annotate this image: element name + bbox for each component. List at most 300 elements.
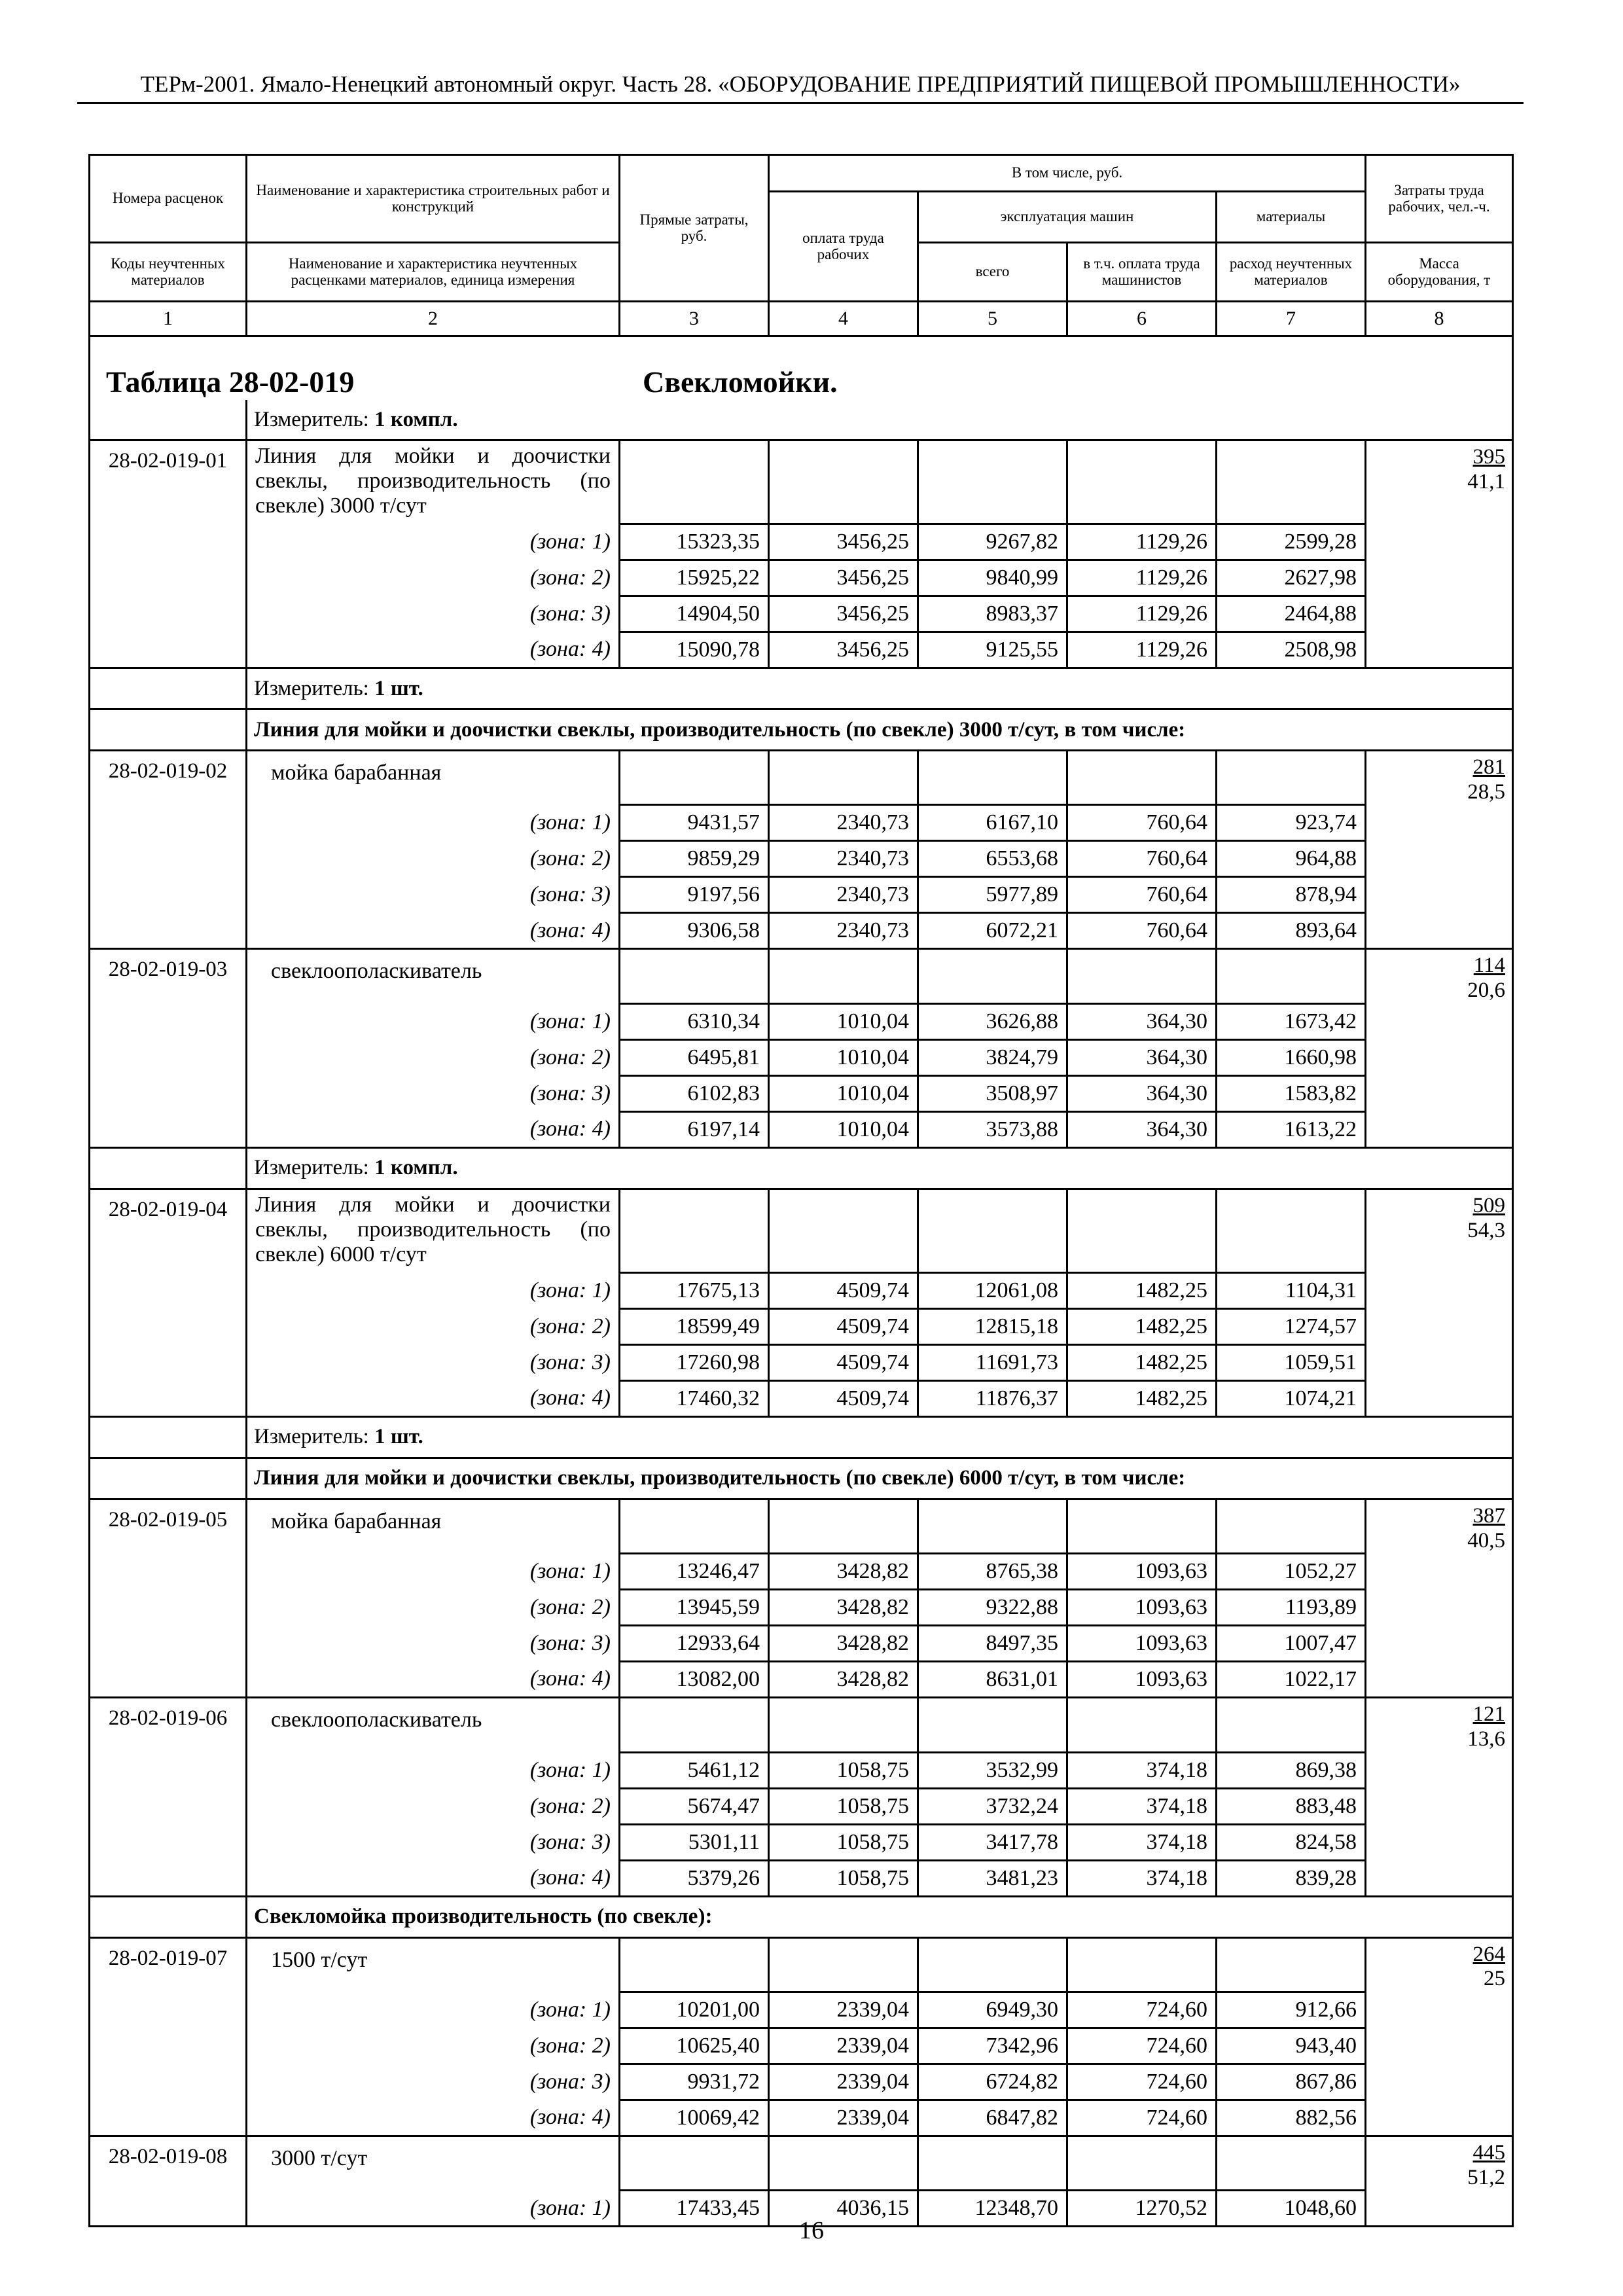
zone-code-blank — [90, 1824, 247, 1860]
meter-code-cell — [90, 400, 247, 440]
direct-cost: 17675,13 — [620, 1272, 769, 1308]
zone-code-blank — [90, 1344, 247, 1380]
empty-cell — [1067, 949, 1217, 1003]
zone-label: (зона: 4) — [247, 1662, 620, 1698]
zone-code-blank — [90, 1752, 247, 1788]
col-number: 7 — [1217, 302, 1366, 336]
zone-row — [90, 2028, 1513, 2064]
zone-label: (зона: 4) — [247, 632, 620, 668]
zone-code-blank — [90, 2100, 247, 2136]
zone-row — [90, 1992, 1513, 2028]
machinist-pay: 1093,63 — [1067, 1626, 1217, 1662]
zone-label: (зона: 3) — [247, 2064, 620, 2100]
labor-cost: 509 — [1472, 1193, 1506, 1217]
machinist-pay: 1482,25 — [1067, 1272, 1217, 1308]
labor-mass-cell — [1366, 440, 1513, 524]
labor-pay: 3428,82 — [769, 1662, 918, 1698]
machinist-pay: 724,60 — [1067, 2028, 1217, 2064]
labor-pay: 2340,73 — [769, 913, 918, 949]
zone-row — [90, 1824, 1513, 1860]
machine-cost: 8983,37 — [918, 596, 1067, 632]
rate-row — [90, 1937, 1513, 1992]
zone-row — [90, 1272, 1513, 1308]
subheading-text: Линия для мойки и доочистки свеклы, производительность (по свекле) 3000 т/сут, в том числе: — [247, 709, 1513, 751]
zone-labor-blank — [1366, 841, 1513, 877]
zone-row — [90, 1111, 1513, 1147]
machine-cost: 11691,73 — [918, 1344, 1067, 1380]
rate-row — [90, 751, 1513, 805]
labor-pay-header: оплата труда рабочих — [769, 192, 918, 302]
rate-code: 28-02-019-06 — [90, 1698, 247, 1752]
zone-labor-blank — [1366, 1992, 1513, 2028]
meter-value: 1 шт. — [374, 676, 423, 700]
machinist-pay: 374,18 — [1067, 1752, 1217, 1788]
total-header: всего — [918, 243, 1067, 302]
meter-cell — [247, 668, 1513, 709]
direct-cost: 6102,83 — [620, 1075, 769, 1111]
machine-cost: 3532,99 — [918, 1752, 1067, 1788]
zone-code-blank — [90, 1308, 247, 1344]
zone-row — [90, 1308, 1513, 1344]
empty-cell — [620, 1698, 769, 1752]
materials-cost: 1052,27 — [1217, 1554, 1366, 1590]
zone-label: (зона: 2) — [247, 560, 620, 596]
labor-pay: 1010,04 — [769, 1003, 918, 1039]
labor-mass-cell — [1366, 2136, 1513, 2190]
zone-label: (зона: 3) — [247, 1344, 620, 1380]
direct-cost: 5461,12 — [620, 1752, 769, 1788]
empty-cell — [918, 2136, 1067, 2190]
machine-cost: 9840,99 — [918, 560, 1067, 596]
col-number: 1 — [90, 302, 247, 336]
labor-pay: 3428,82 — [769, 1590, 918, 1626]
labor-cost: 395 — [1472, 445, 1506, 469]
zone-row — [90, 841, 1513, 877]
machine-cost: 8765,38 — [918, 1554, 1067, 1590]
direct-cost: 15925,22 — [620, 560, 769, 596]
zone-labor-blank — [1366, 1824, 1513, 1860]
materials-cost: 1274,57 — [1217, 1308, 1366, 1344]
machine-cost: 12061,08 — [918, 1272, 1067, 1308]
empty-cell — [1067, 2136, 1217, 2190]
page-number: 16 — [799, 2217, 824, 2244]
machinist-pay: 1482,25 — [1067, 1308, 1217, 1344]
col1-header-bottom: Коды неучтенных материалов — [90, 243, 247, 302]
materials-cost: 1074,21 — [1217, 1380, 1366, 1416]
rates-table — [88, 154, 1514, 2227]
zone-row — [90, 913, 1513, 949]
empty-cell — [620, 1189, 769, 1272]
machine-cost: 6072,21 — [918, 913, 1067, 949]
direct-cost: 18599,49 — [620, 1308, 769, 1344]
col-number: 4 — [769, 302, 918, 336]
materials-cost: 2508,98 — [1217, 632, 1366, 668]
meter-value: 1 компл. — [374, 1156, 458, 1180]
zone-label: (зона: 2) — [247, 1308, 620, 1344]
labor-cost: 281 — [1472, 755, 1506, 779]
rate-code: 28-02-019-08 — [90, 2136, 247, 2190]
machinist-pay: 1129,26 — [1067, 524, 1217, 560]
col2-header-top: Наименование и характеристика строительных работ и конструкций — [247, 155, 620, 243]
machine-cost: 3508,97 — [918, 1075, 1067, 1111]
direct-cost: 15323,35 — [620, 524, 769, 560]
zone-code-blank — [90, 2028, 247, 2064]
zone-labor-blank — [1366, 1272, 1513, 1308]
materials-cost: 2627,98 — [1217, 560, 1366, 596]
subheading-text: Линия для мойки и доочистки свеклы, производительность (по свекле) 6000 т/сут, в том числе: — [247, 1458, 1513, 1499]
machinist-pay: 374,18 — [1067, 1824, 1217, 1860]
col-number: 2 — [247, 302, 620, 336]
col1-header-top: Номера расценок — [90, 155, 247, 243]
zone-labor-blank — [1366, 632, 1513, 668]
zone-labor-blank — [1366, 1752, 1513, 1788]
direct-cost: 5301,11 — [620, 1824, 769, 1860]
subheading-text: Свекломойка производительность (по свекле): — [247, 1896, 1513, 1937]
labor-pay: 1058,75 — [769, 1788, 918, 1824]
empty-cell — [769, 1189, 918, 1272]
subheading-code-cell — [90, 709, 247, 751]
zone-label: (зона: 1) — [247, 1272, 620, 1308]
zone-labor-blank — [1366, 1344, 1513, 1380]
table-name: Свекломойки. — [643, 365, 838, 399]
empty-cell — [1217, 1698, 1366, 1752]
meter-row — [90, 400, 1513, 440]
empty-cell — [918, 1499, 1067, 1553]
empty-cell — [918, 751, 1067, 805]
machine-cost: 3573,88 — [918, 1111, 1067, 1147]
machinist-pay: 374,18 — [1067, 1860, 1217, 1896]
empty-cell — [1217, 751, 1366, 805]
meter-code-cell — [90, 1147, 247, 1189]
labor-mass-cell — [1366, 751, 1513, 805]
empty-cell — [620, 440, 769, 524]
meter-label: Измеритель: — [254, 407, 369, 431]
labor-pay: 4509,74 — [769, 1380, 918, 1416]
materials-cost: 2464,88 — [1217, 596, 1366, 632]
rate-code: 28-02-019-05 — [90, 1499, 247, 1553]
rate-code: 28-02-019-02 — [90, 751, 247, 805]
zone-row — [90, 1788, 1513, 1824]
machinist-pay: 724,60 — [1067, 2064, 1217, 2100]
materials-cost: 824,58 — [1217, 1824, 1366, 1860]
zone-labor-blank — [1366, 596, 1513, 632]
empty-cell — [918, 1189, 1067, 1272]
zone-code-blank — [90, 1788, 247, 1824]
rate-code: 28-02-019-01 — [90, 440, 247, 524]
labor-pay: 3456,25 — [769, 596, 918, 632]
col2-header-bottom: Наименование и характеристика неучтенных расценками материалов, единица измерения — [247, 243, 620, 302]
empty-cell — [1067, 1189, 1217, 1272]
empty-cell — [918, 949, 1067, 1003]
equipment-mass: 51,2 — [1467, 2165, 1506, 2189]
zone-code-blank — [90, 1860, 247, 1896]
materials-cost: 1613,22 — [1217, 1111, 1366, 1147]
materials-cost: 882,56 — [1217, 2100, 1366, 2136]
machine-cost: 6724,82 — [918, 2064, 1067, 2100]
empty-cell — [1067, 1499, 1217, 1553]
zone-row — [90, 1752, 1513, 1788]
labor-cost: 445 — [1472, 2140, 1506, 2164]
empty-cell — [1067, 1698, 1217, 1752]
direct-cost: 5379,26 — [620, 1860, 769, 1896]
materials-cost: 1007,47 — [1217, 1626, 1366, 1662]
zone-labor-blank — [1366, 1662, 1513, 1698]
equipment-mass: 25 — [1484, 1967, 1506, 1991]
zone-code-blank — [90, 1075, 247, 1111]
zone-labor-blank — [1366, 1554, 1513, 1590]
zone-labor-blank — [1366, 1003, 1513, 1039]
labor-pay: 4509,74 — [769, 1344, 918, 1380]
rate-row — [90, 440, 1513, 524]
machinist-pay: 760,64 — [1067, 841, 1217, 877]
machine-cost: 12348,70 — [918, 2191, 1067, 2227]
labor-pay: 3456,25 — [769, 560, 918, 596]
zone-labor-blank — [1366, 524, 1513, 560]
machinist-pay: 364,30 — [1067, 1075, 1217, 1111]
labor-mass-cell — [1366, 1499, 1513, 1553]
machine-cost: 6167,10 — [918, 805, 1067, 841]
labor-pay: 1010,04 — [769, 1039, 918, 1075]
rate-description: 3000 т/сут — [247, 2136, 620, 2190]
meter-value: 1 компл. — [374, 407, 458, 431]
zone-label: (зона: 2) — [247, 1590, 620, 1626]
direct-cost: 9931,72 — [620, 2064, 769, 2100]
rate-description: свеклоополаскиватель — [247, 1698, 620, 1752]
zone-label: (зона: 1) — [247, 1003, 620, 1039]
labor-mass-cell — [1366, 949, 1513, 1003]
zone-labor-blank — [1366, 1626, 1513, 1662]
equipment-mass: 28,5 — [1467, 780, 1506, 804]
labor-pay: 2340,73 — [769, 877, 918, 913]
empty-cell — [1217, 440, 1366, 524]
machine-cost: 9322,88 — [918, 1590, 1067, 1626]
empty-cell — [1067, 1937, 1217, 1992]
rate-row — [90, 949, 1513, 1003]
machine-cost: 6949,30 — [918, 1992, 1067, 2028]
zone-labor-blank — [1366, 1039, 1513, 1075]
machinist-pay: 1093,63 — [1067, 1590, 1217, 1626]
direct-cost: 10625,40 — [620, 2028, 769, 2064]
materials-cost: 867,86 — [1217, 2064, 1366, 2100]
equipment-mass: 13,6 — [1467, 1727, 1506, 1751]
direct-cost: 6310,34 — [620, 1003, 769, 1039]
machinist-pay: 724,60 — [1067, 1992, 1217, 2028]
machinist-pay: 760,64 — [1067, 913, 1217, 949]
rate-code: 28-02-019-07 — [90, 1937, 247, 1992]
machinists-header: в т.ч. оплата труда машинистов — [1067, 243, 1217, 302]
zone-code-blank — [90, 1590, 247, 1626]
machines-header: эксплуатация машин — [918, 192, 1217, 243]
equipment-mass: 54,3 — [1467, 1218, 1506, 1242]
zone-code-blank — [90, 877, 247, 913]
materials-cost: 1104,31 — [1217, 1272, 1366, 1308]
subheading-code-cell — [90, 1896, 247, 1937]
zone-row — [90, 1380, 1513, 1416]
empty-cell — [769, 1499, 918, 1553]
meter-cell — [247, 1416, 1513, 1458]
empty-cell — [918, 1937, 1067, 1992]
materials-cost: 1022,17 — [1217, 1662, 1366, 1698]
zone-label: (зона: 2) — [247, 1039, 620, 1075]
empty-cell — [769, 2136, 918, 2190]
machine-cost: 3481,23 — [918, 1860, 1067, 1896]
materials-cost: 1059,51 — [1217, 1344, 1366, 1380]
direct-cost: 9197,56 — [620, 877, 769, 913]
materials-cost: 1673,42 — [1217, 1003, 1366, 1039]
labor-pay: 1010,04 — [769, 1075, 918, 1111]
machinist-pay: 1093,63 — [1067, 1662, 1217, 1698]
labor-pay: 1058,75 — [769, 1752, 918, 1788]
zone-labor-blank — [1366, 1788, 1513, 1824]
labor-pay: 2339,04 — [769, 2064, 918, 2100]
zone-label: (зона: 3) — [247, 1075, 620, 1111]
machinist-pay: 760,64 — [1067, 877, 1217, 913]
zone-labor-blank — [1366, 913, 1513, 949]
materials-cost: 2599,28 — [1217, 524, 1366, 560]
direct-cost: 13082,00 — [620, 1662, 769, 1698]
materials-cost: 878,94 — [1217, 877, 1366, 913]
machinist-pay: 1482,25 — [1067, 1344, 1217, 1380]
zone-row — [90, 1003, 1513, 1039]
zone-code-blank — [90, 1111, 247, 1147]
machine-cost: 11876,37 — [918, 1380, 1067, 1416]
machinist-pay: 364,30 — [1067, 1111, 1217, 1147]
labor-mass-cell — [1366, 1189, 1513, 1272]
labor-cost: 114 — [1473, 954, 1506, 978]
meter-label: Измеритель: — [254, 676, 369, 700]
zone-code-blank — [90, 1380, 247, 1416]
labor-pay: 1058,75 — [769, 1860, 918, 1896]
empty-cell — [620, 949, 769, 1003]
empty-cell — [769, 949, 918, 1003]
zone-code-blank — [90, 1992, 247, 2028]
machine-cost: 9125,55 — [918, 632, 1067, 668]
machinist-pay: 760,64 — [1067, 805, 1217, 841]
empty-cell — [1217, 1189, 1366, 1272]
direct-cost: 14904,50 — [620, 596, 769, 632]
labor-pay: 3428,82 — [769, 1554, 918, 1590]
rate-description: мойка барабанная — [247, 751, 620, 805]
machinist-pay: 1129,26 — [1067, 560, 1217, 596]
labor-cost: 121 — [1472, 1702, 1506, 1727]
col-number: 6 — [1067, 302, 1217, 336]
machinist-pay: 374,18 — [1067, 1788, 1217, 1824]
zone-labor-blank — [1366, 1860, 1513, 1896]
labor-cost: 264 — [1472, 1942, 1506, 1966]
col8-header-bottom: Масса оборудования, т — [1366, 243, 1513, 302]
direct-cost: 10069,42 — [620, 2100, 769, 2136]
rate-row — [90, 1499, 1513, 1553]
machinist-pay: 1482,25 — [1067, 1380, 1217, 1416]
labor-pay: 1010,04 — [769, 1111, 918, 1147]
zone-code-blank — [90, 596, 247, 632]
table-title: Таблица 28-02-019 — [106, 365, 355, 399]
meter-row — [90, 668, 1513, 709]
zone-labor-blank — [1366, 1075, 1513, 1111]
empty-cell — [620, 1499, 769, 1553]
zone-row — [90, 1554, 1513, 1590]
machinist-pay: 1129,26 — [1067, 632, 1217, 668]
materials-unaccounted-header: расход неучтенных материалов — [1217, 243, 1366, 302]
zone-labor-blank — [1366, 805, 1513, 841]
subheading-row — [90, 709, 1513, 751]
machinist-pay: 724,60 — [1067, 2100, 1217, 2136]
rate-description: мойка барабанная — [247, 1499, 620, 1553]
zone-row — [90, 1860, 1513, 1896]
zone-label: (зона: 4) — [247, 2100, 620, 2136]
zone-code-blank — [90, 1626, 247, 1662]
materials-cost: 943,40 — [1217, 2028, 1366, 2064]
materials-header: материалы — [1217, 192, 1366, 243]
direct-cost: 15090,78 — [620, 632, 769, 668]
zone-code-blank — [90, 1554, 247, 1590]
zone-labor-blank — [1366, 1590, 1513, 1626]
zone-code-blank — [90, 913, 247, 949]
machine-cost: 9267,82 — [918, 524, 1067, 560]
meter-code-cell — [90, 1416, 247, 1458]
zone-label: (зона: 3) — [247, 1626, 620, 1662]
empty-cell — [1067, 751, 1217, 805]
machine-cost: 8497,35 — [918, 1626, 1067, 1662]
labor-pay: 3456,25 — [769, 632, 918, 668]
zone-code-blank — [90, 560, 247, 596]
direct-cost: 13246,47 — [620, 1554, 769, 1590]
labor-pay: 2339,04 — [769, 2028, 918, 2064]
machinist-pay: 1093,63 — [1067, 1554, 1217, 1590]
meter-cell — [247, 400, 1513, 440]
meter-code-cell — [90, 668, 247, 709]
empty-cell — [620, 2136, 769, 2190]
machine-cost: 12815,18 — [918, 1308, 1067, 1344]
zone-label: (зона: 4) — [247, 1380, 620, 1416]
rate-description: 1500 т/сут — [247, 1937, 620, 1992]
machine-cost: 6847,82 — [918, 2100, 1067, 2136]
labor-pay: 4509,74 — [769, 1308, 918, 1344]
direct-cost: 5674,47 — [620, 1788, 769, 1824]
empty-cell — [1067, 440, 1217, 524]
col-number: 5 — [918, 302, 1067, 336]
direct-cost: 9431,57 — [620, 805, 769, 841]
empty-cell — [620, 751, 769, 805]
labor-mass-cell — [1366, 1937, 1513, 1992]
zone-code-blank — [90, 1003, 247, 1039]
meter-cell — [247, 1147, 1513, 1189]
empty-cell — [1217, 1499, 1366, 1553]
table-title-cell — [90, 336, 1513, 401]
labor-pay: 2339,04 — [769, 1992, 918, 2028]
zone-label: (зона: 2) — [247, 1788, 620, 1824]
direct-cost: 17260,98 — [620, 1344, 769, 1380]
labor-pay: 2340,73 — [769, 805, 918, 841]
meter-value: 1 шт. — [374, 1425, 423, 1449]
materials-cost: 839,28 — [1217, 1860, 1366, 1896]
zone-label: (зона: 4) — [247, 1111, 620, 1147]
machinist-pay: 364,30 — [1067, 1003, 1217, 1039]
zone-labor-blank — [1366, 560, 1513, 596]
zone-label: (зона: 4) — [247, 1860, 620, 1896]
zone-row — [90, 560, 1513, 596]
zone-labor-blank — [1366, 1380, 1513, 1416]
zone-labor-blank — [1366, 1111, 1513, 1147]
materials-cost: 923,74 — [1217, 805, 1366, 841]
subheading-row — [90, 1896, 1513, 1937]
equipment-mass: 41,1 — [1467, 469, 1506, 493]
subheading-row — [90, 1458, 1513, 1499]
empty-cell — [1217, 949, 1366, 1003]
materials-cost: 869,38 — [1217, 1752, 1366, 1788]
zone-labor-blank — [1366, 1308, 1513, 1344]
zone-code-blank — [90, 632, 247, 668]
